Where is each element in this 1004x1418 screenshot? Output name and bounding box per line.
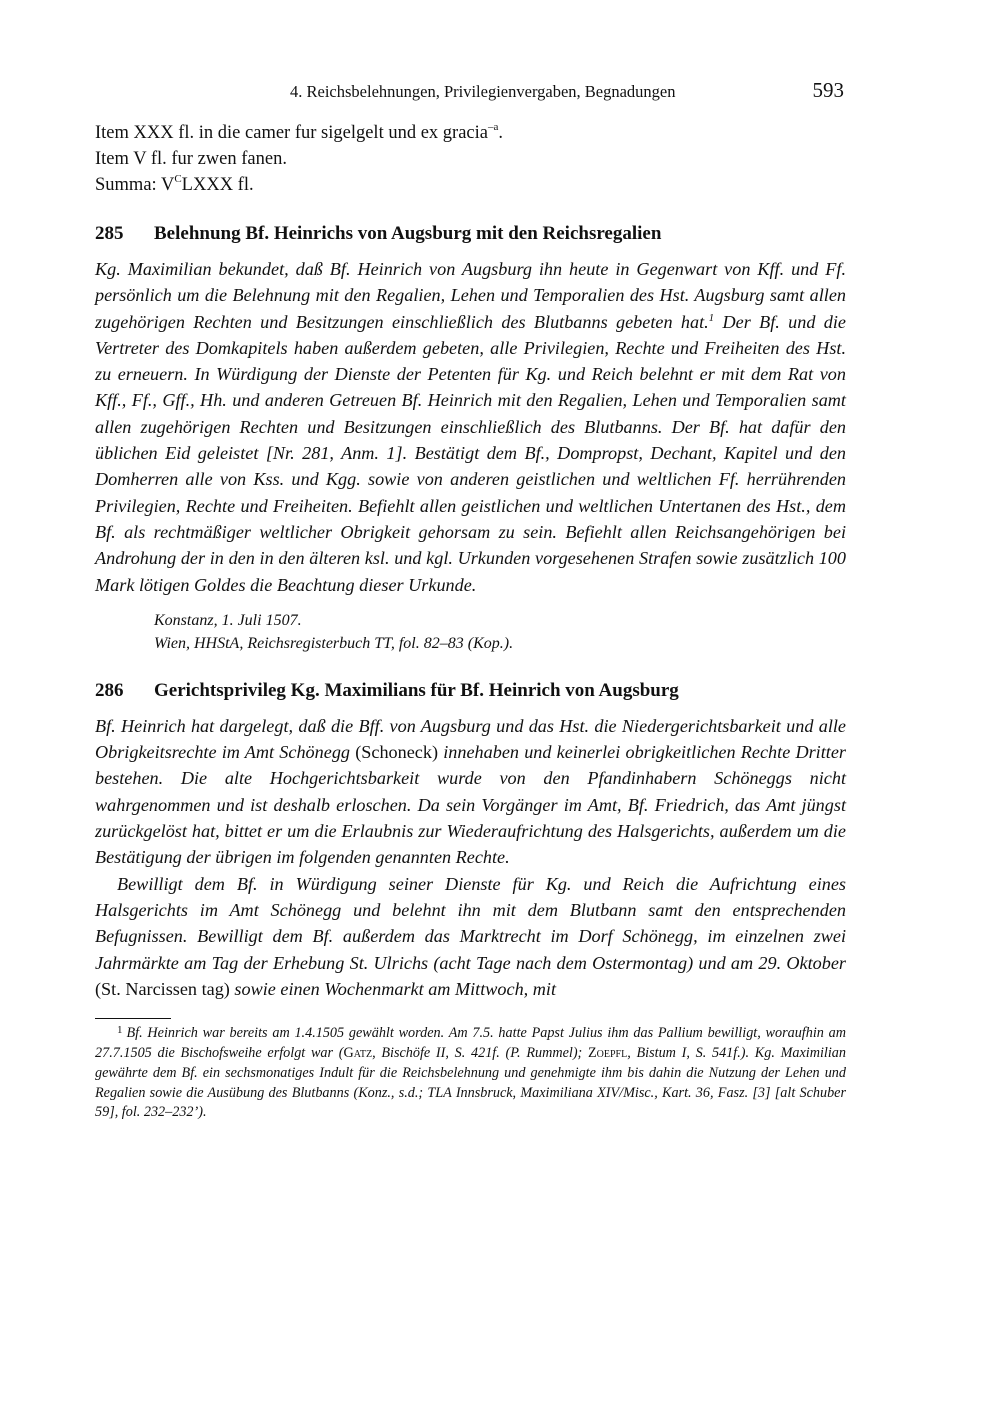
footnote-text: , Bischöfe II, S. 421f. (P. Rummel); (372, 1044, 588, 1061)
preamble-line (95, 120, 846, 146)
footnote-number: 1 (117, 1024, 123, 1037)
footnote-divider (95, 1018, 171, 1019)
source-block-285 (154, 609, 846, 655)
document-number: 285 (95, 223, 124, 244)
footnote (95, 1021, 846, 1123)
document-title: Gerichtsprivileg Kg. Maximilians für Bf. Heinrich von Augsburg (154, 679, 679, 701)
footnote-text: , Bistum I, S. 541f.). Kg. Maximilian gewährte dem Bf. ein sechsmonatiges Indult für die Reichsbelehnung und genehmigte ihm bis dahin die Nutzung der Lehen und Regalien sowie die Ausübung des Blutbanns (Konz., s.d.; TLA Innsbruck, Maximiliana XIV/Misc., Kart. 36, Fasz. [3] [alt Schuber 59], fol. 232–232’). (95, 1044, 846, 1121)
document-heading-285 (95, 223, 846, 245)
regest-text: Bewilligt dem Bf. in Würdigung seiner Dienste für Kg. und Reich die Aufrichtung eines Halsgerichts im Amt Schönegg und belehnt ihn mit dem Blutbann samt den entsprechenden Befugnissen. Bewilligt dem Bf. außerdem das Marktrecht im Dorf Schönegg, im einzelnen zwei Jahrmärkte am Tag der Erhebung St. Ulrichs (acht Tage nach dem Ostermontag) und am 29. Oktober (95, 873, 846, 973)
document-heading-286 (95, 680, 846, 702)
regest-text: innehaben und keinerlei obrigkeitlichen Rechte Dritter bestehen. Die alte Hochgerichtsbarkeit wurde von den Pfandinhabern Schöneggs nicht wahrgenommen und ist deshalb erloschen. Da sein Vorgänger im Amt, Bf. Friedrich, das Amt jüngst zurückgelöst hat, bittet er um die Erlaubnis zur Wiederaufrichtung des Halsgerichts, außerdem um die Bestätigung der übrigen im folgenden genannten Rechte. (95, 742, 846, 868)
sum-suffix: LXXX fl. (181, 175, 254, 195)
footnote-text: Bf. Heinrich war bereits am 1.4.1505 gewählt worden. Am 7.5. hatte Papst Julius ihm das Pallium bewilligt, woraufhin am 27.7.1505 die Bischofsweihe erfolgt war ( (95, 1025, 846, 1061)
page-number: 593 (812, 78, 844, 102)
footnote-author: Gatz (343, 1044, 373, 1061)
regest-upright-text: (Schoneck) (350, 742, 444, 763)
preamble-list (95, 120, 846, 198)
regest-285 (95, 256, 846, 598)
place-date: Konstanz, 1. Juli 1507. (154, 611, 302, 629)
regest-text: Der Bf. und die Vertreter des Domkapitels haben außerdem gebeten, alle Privilegien, Rechte und Freiheiten des Hst. zu erneuern. In Würdigung der Dienste der Petenten für Kg. und Reich belehnt er mit dem Rat von Kff., Ff., Gff., Hh. und anderen Getreuen Bf. Heinrich mit den Regalien, Lehen und Temporalien samt allen zugehörigen Rechten und Besitzungen einschließlich des Blutbanns. Der Bf. hat dafür den üblichen Eid geleistet [Nr. 281, Anm. 1]. Bestätigt dem Bf., Dompropst, Dechant, Kapitel und den Domherren alle von Kss. und Kgg. sowie von anderen geistlichen und weltlichen Ff. herrührenden Privilegien, Rechte und Freiheiten. Befiehlt allen geistlichen und weltlichen Untertanen des Hst., dem Bf. als rechtmäßiger weltlicher Obrigkeit gehorsam zu sein. Befiehlt allen Reichsangehörigen bei Androhung der in den in den älteren ksl. und kgl. Urkunden vorgesehenen Strafen sowie zusätzlich 100 Mark lötigen Goldes die Beachtung dieser Urkunde. (95, 311, 846, 595)
regest-text: Kg. Maximilian bekundet, daß Bf. Heinrich von Augsburg ihn heute in Gegenwart von Kff. und Ff. persönlich um die Belehnung mit den Regalien, Lehen und Temporalien des Hst. Augsburg samt allen zugehörigen Rechten und Besitzungen einschließlich des Blutbanns gebeten hat. (95, 259, 846, 332)
footnote-reference[interactable]: 1 (708, 311, 715, 324)
preamble-line: Item V fl. fur zwen fanen. (95, 149, 287, 169)
regest-286-paragraph-2 (95, 871, 846, 1002)
sum-superscript: C (174, 173, 182, 185)
regest-286-paragraph-1 (95, 713, 846, 871)
sum-prefix: Summa: V (95, 175, 175, 195)
regest-text: Bf. Heinrich hat dargelegt, daß die Bff. von Augsburg und das Hst. die Niedergerichtsbarkeit und alle Obrigkeitsrechte im Amt Schönegg (95, 715, 846, 763)
document-title: Belehnung Bf. Heinrichs von Augsburg mit den Reichsregalien (154, 223, 662, 244)
preamble-line-end: . (498, 123, 503, 143)
running-head (95, 78, 846, 108)
note-marker: –a (487, 121, 499, 133)
regest-text: sowie einen Wochenmarkt am Mittwoch, mit (234, 978, 557, 999)
archive-reference: Wien, HHStA, Reichsregisterbuch TT, fol. 82–83 (Kop.). (154, 634, 514, 652)
regest-upright-text: (St. Narcissen tag) (95, 978, 235, 999)
running-head-title: 4. Reichsbelehnungen, Privilegienvergaben, Begnadungen (290, 82, 676, 101)
footnote-author: Zoepfl (588, 1044, 628, 1061)
page (95, 78, 846, 1137)
preamble-sum (95, 172, 846, 198)
document-number: 286 (95, 679, 124, 701)
preamble-line-text: Item XXX fl. in die camer fur sigelgelt und ex gracia (95, 123, 488, 143)
